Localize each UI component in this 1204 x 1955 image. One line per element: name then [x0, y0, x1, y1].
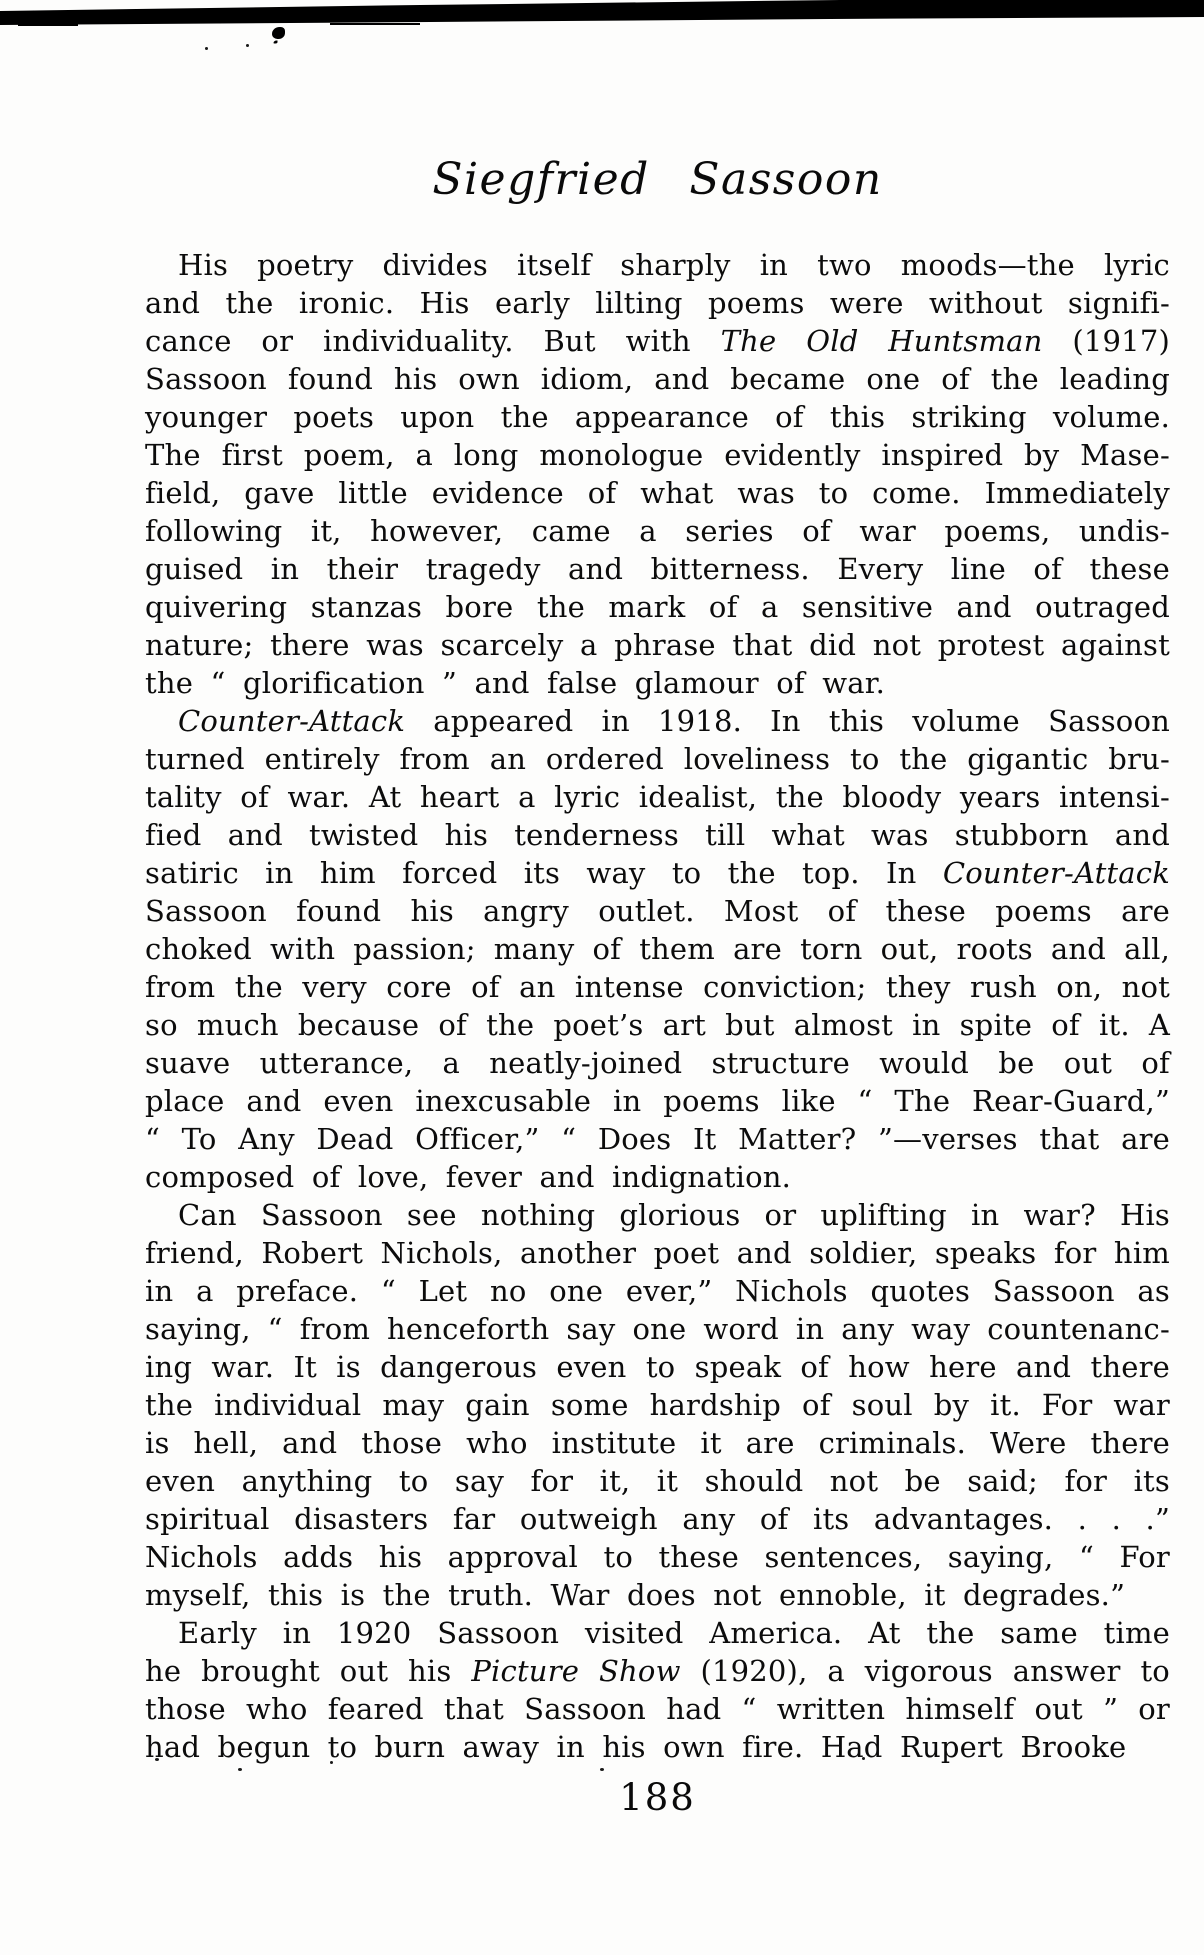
text-line: cance or individuality. But with The Old Huntsman (1917): [145, 324, 1170, 358]
text-line: choked with passion; many of them are torn out, roots and all,: [145, 932, 1170, 966]
text-line: tality of war. At heart a lyric idealist, the bloody years intensi-: [145, 780, 1170, 814]
scan-speck: [238, 1768, 242, 1771]
ink-blob-artifact: [272, 27, 285, 39]
text-line: quivering stanzas bore the mark of a sensitive and outraged: [145, 590, 1170, 624]
text-line: “ To Any Dead Officer,” “ Does It Matter? ”—verses that are: [145, 1122, 1170, 1156]
text-line: is hell, and those who institute it are criminals. Were there: [145, 1426, 1170, 1460]
text-line: Nichols adds his approval to these sentences, saying, “ For: [145, 1540, 1170, 1574]
paragraph: [145, 1196, 1170, 1614]
text-line: turned entirely from an ordered loveliness to the gigantic bru-: [145, 742, 1170, 776]
text-block: [145, 246, 1170, 1766]
text-line: Counter-Attack appeared in 1918. In this volume Sassoon: [178, 704, 1170, 738]
text-line: Sassoon found his angry outlet. Most of these poems are: [145, 894, 1170, 928]
text-line: younger poets upon the appearance of this striking volume.: [145, 400, 1170, 434]
page-title: Siegfried Sassoon: [432, 154, 883, 205]
paragraph: [145, 702, 1170, 1196]
scan-speck: [246, 44, 249, 47]
scan-speck: [205, 47, 208, 50]
text-line: place and even inexcusable in poems like “ The Rear-Guard,”: [145, 1084, 1170, 1118]
text-line: field, gave little evidence of what was to come. Immediately: [145, 476, 1170, 510]
text-line: friend, Robert Nichols, another poet and soldier, speaks for him: [145, 1236, 1170, 1270]
scan-speck: [600, 1768, 604, 1771]
text-line: following it, however, came a series of war poems, undis-: [145, 514, 1170, 548]
text-line: he brought out his Picture Show (1920), a vigorous answer to: [145, 1654, 1170, 1688]
text-line: from the very core of an intense conviction; they rush on, not: [145, 970, 1170, 1004]
text-line: spiritual disasters far outweigh any of its advantages. . . .”: [145, 1502, 1170, 1536]
text-line: so much because of the poet’s art but almost in spite of it. A: [145, 1008, 1170, 1042]
text-line: composed of love, fever and indignation.: [145, 1160, 792, 1194]
text-line: Early in 1920 Sassoon visited America. At the same time: [178, 1616, 1170, 1650]
text-line: those who feared that Sassoon had “ written himself out ” or: [145, 1692, 1170, 1726]
text-line: Can Sassoon see nothing glorious or uplifting in war? His: [178, 1198, 1170, 1232]
text-line: in a preface. “ Let no one ever,” Nichols quotes Sassoon as: [145, 1274, 1170, 1308]
text-line: even anything to say for it, it should not be said; for its: [145, 1464, 1170, 1498]
scan-artifact-top-band: [0, 0, 1204, 60]
page-number: 188: [619, 1776, 696, 1819]
paragraph: [145, 246, 1170, 702]
text-line: ing war. It is dangerous even to speak of how here and there: [145, 1350, 1170, 1384]
text-line: had begun to burn away in his own fire. Had Rupert Brooke: [145, 1730, 1127, 1764]
text-line: fied and twisted his tenderness till what was stubborn and: [145, 818, 1170, 852]
text-line: The first poem, a long monologue evidently inspired by Mase-: [145, 438, 1170, 472]
text-line: His poetry divides itself sharply in two moods—the lyric: [178, 248, 1170, 282]
text-line: guised in their tragedy and bitterness. Every line of these: [145, 552, 1170, 586]
text-line: Sassoon found his own idiom, and became one of the leading: [145, 362, 1170, 396]
text-line: and the ironic. His early lilting poems were without signifi-: [145, 286, 1170, 320]
text-line: suave utterance, a neatly-joined structure would be out of: [145, 1046, 1170, 1080]
text-line: satiric in him forced its way to the top. In Counter-Attack: [145, 856, 1170, 890]
text-line: myself, this is the truth. War does not ennoble, it degrades.”: [145, 1578, 1126, 1612]
text-line: the “ glorification ” and false glamour of war.: [145, 666, 886, 700]
text-line: saying, “ from henceforth say one word in any way countenanc-: [145, 1312, 1170, 1346]
text-line: the individual may gain some hardship of soul by it. For war: [145, 1388, 1170, 1422]
paragraph: [145, 1614, 1170, 1766]
text-line: nature; there was scarcely a phrase that did not protest against: [145, 628, 1170, 662]
